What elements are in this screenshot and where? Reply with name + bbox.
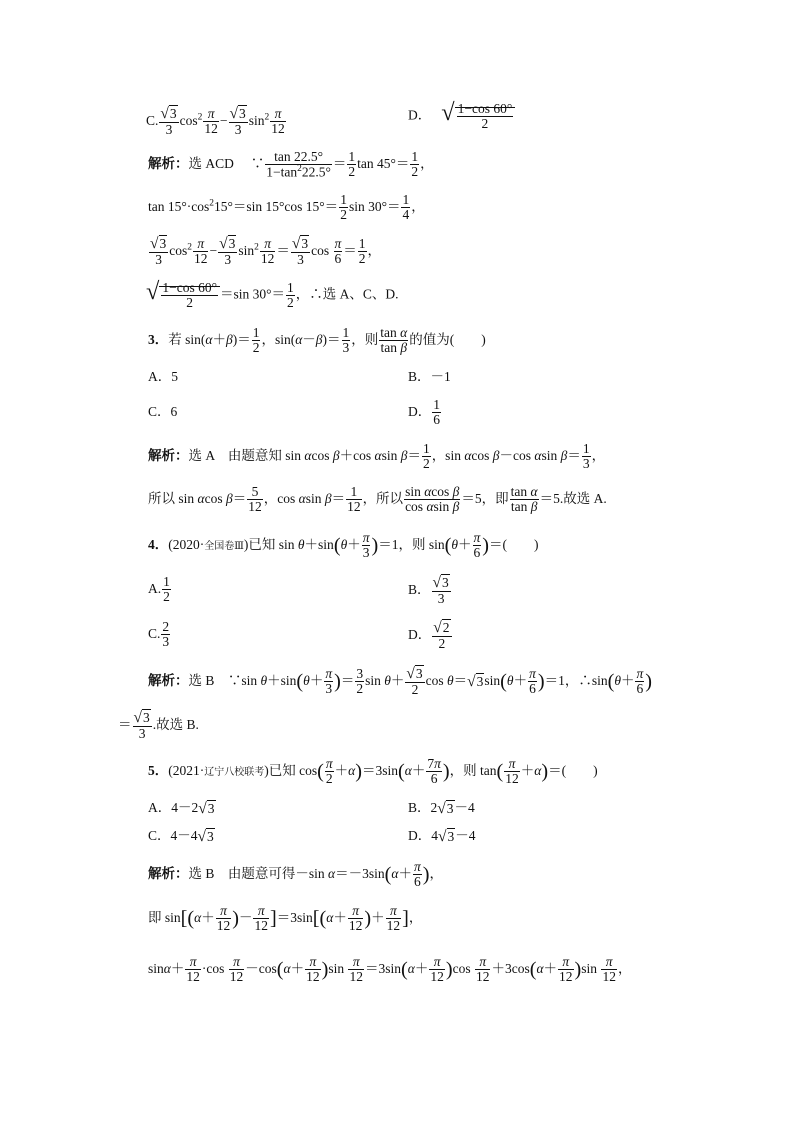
opt-d-prev: D． √ $\frac{1-\cos 60^\circ}{2}$ [408, 101, 515, 132]
q3-stem: 3．若 sin(α＋β)＝ $\frac{1}{2}$ ，sin(α－β)＝ $\frac{1}{3}$ ，则 $\frac{\text{tan α}}{\text{tan β}}$ 的值为( ) [148, 325, 486, 356]
sol-5-line3: sinα＋ $\frac{\pi}{12}$ ·cos $\frac{\pi}{12}$ －cos(α＋ $\frac{\pi}{12}$ )sin $\frac{\pi}{12}$ ＝3sin(α＋ $\frac{\pi}{12}$ )cos $\frac{\pi}{12}$ ＋3cos(α＋ $\frac{\pi}{12}$ )sin $\frac{\pi}{12}$ ， [148, 954, 632, 985]
q5-opt-b: B．2√3－4 [408, 800, 475, 818]
sol-5-line1: 解析：选 B 由题意可得－sin α＝－3sin(α＋ $\frac{\pi}{6}$ )， [148, 859, 443, 890]
q5-opt-c: C．4－4√3 [148, 828, 214, 846]
sol-2-line2: $\tan 15^\circ\cdot\cos^215^\circ=\sin$ 15°cos 15°＝ $\frac{1}{2}$ sin 30°＝ $\frac{1}{4}$ ， [148, 192, 425, 223]
sol-2-line4: √ $\frac{1-\cos 60^\circ}{2}$ ＝sin 30°＝ $\frac{1}{2}$ ，∴选 A、C、D. [146, 278, 399, 311]
q4-opt-a: A. $\frac{1}{2}$ [148, 574, 170, 605]
q4-opt-c: C. $\frac{2}{3}$ [148, 619, 170, 650]
q4-stem: 4．(2020·全国卷Ⅲ)已知 sin θ＋sin(θ＋ $\frac{\pi}{3}$ )＝1，则 sin(θ＋ $\frac{\pi}{6}$ )＝( ) [148, 530, 539, 561]
sol-3-line1: 解析：选 A 由题意知 sin αcos β＋cos αsin β＝ $\frac{1}{2}$ ，sin αcos β－cos αsin β＝ $\frac{1}{3}$ ， [148, 441, 606, 472]
q3-opt-b: B．－1 [408, 369, 451, 384]
q3-opt-d: D． $\frac{1}{6}$ [408, 397, 440, 428]
sol-5-line2: 即 sin[(α＋ $\frac{\pi}{12}$ )－ $\frac{\pi}{12}$ ]＝3sin[(α＋ $\frac{\pi}{12}$ )＋ $\frac{\pi}{12}$ ]， [148, 903, 423, 934]
q5-opt-a: A．4－2√3 [148, 800, 215, 818]
q4-opt-d: D． $\frac{√2}{2}$ [408, 619, 450, 652]
q5-stem: 5．(2021·辽宁八校联考)已知 cos( $\frac{\pi}{2}$ ＋α)＝3sin(α＋ $\frac{7\pi}{6}$ )，则 tan( $\frac{\pi}{12}$ ＋α)＝( ) [148, 756, 598, 787]
sol-4-line2: ＝ $\frac{√3}{3}$ .故选 B. [118, 709, 199, 742]
sol-2-line1: 解析：选 ACD ∵ $\frac{\tan 22.5^\circ}{1-\tan^222.5^\circ}$ ＝ $\frac{1}{2}$ tan 45°＝ $\frac{1}{2}$ ， [148, 149, 434, 180]
sol-4-line1: 解析：选 B ∵sin θ＋sin(θ＋ $\frac{\pi}{3}$ )＝ $\frac{3}{2}$ sin θ＋ $\frac{√3}{2}$ cos θ＝√3sin(θ＋ $\frac{\pi}{6}$ )＝1，∴sin(θ＋ $\frac{\pi}{6}$ ) [148, 665, 652, 698]
sol-3-line2: 所以 sin αcos β＝ $\frac{5}{12}$ ，cos αsin β＝ $\frac{1}{12}$ ，所以 $\frac{\text{sin αcos β}}{\text{cos αsin β}}$ ＝5，即 $\frac{\text{tan α}}{\text{tan β}}$ ＝5.故选 A. [148, 484, 607, 515]
opt-c-prev: C. $\frac{√3}{3}$ $\cos^2$ $\frac{\pi}{12}$ − $\frac{√3}{3}$ $\sin^2$ $\frac{\pi}{12}$ [146, 105, 285, 138]
q3-opt-a: A．5 [148, 369, 178, 384]
q5-opt-d: D．4√3－4 [408, 828, 476, 846]
sol-2-line3: $\frac{√3}{3}$ $\cos^2$ $\frac{\pi}{12}$ − $\frac{√3}{3}$ $\sin^2$ $\frac{\pi}{12}$ ＝ $\frac{√3}{3}$ cos $\frac{\pi}{6}$ ＝ $\frac{1}{2}$ ， [150, 235, 382, 268]
q3-opt-c: C．6 [148, 404, 178, 419]
q4-opt-b: B． $\frac{√3}{3}$ [408, 574, 449, 607]
